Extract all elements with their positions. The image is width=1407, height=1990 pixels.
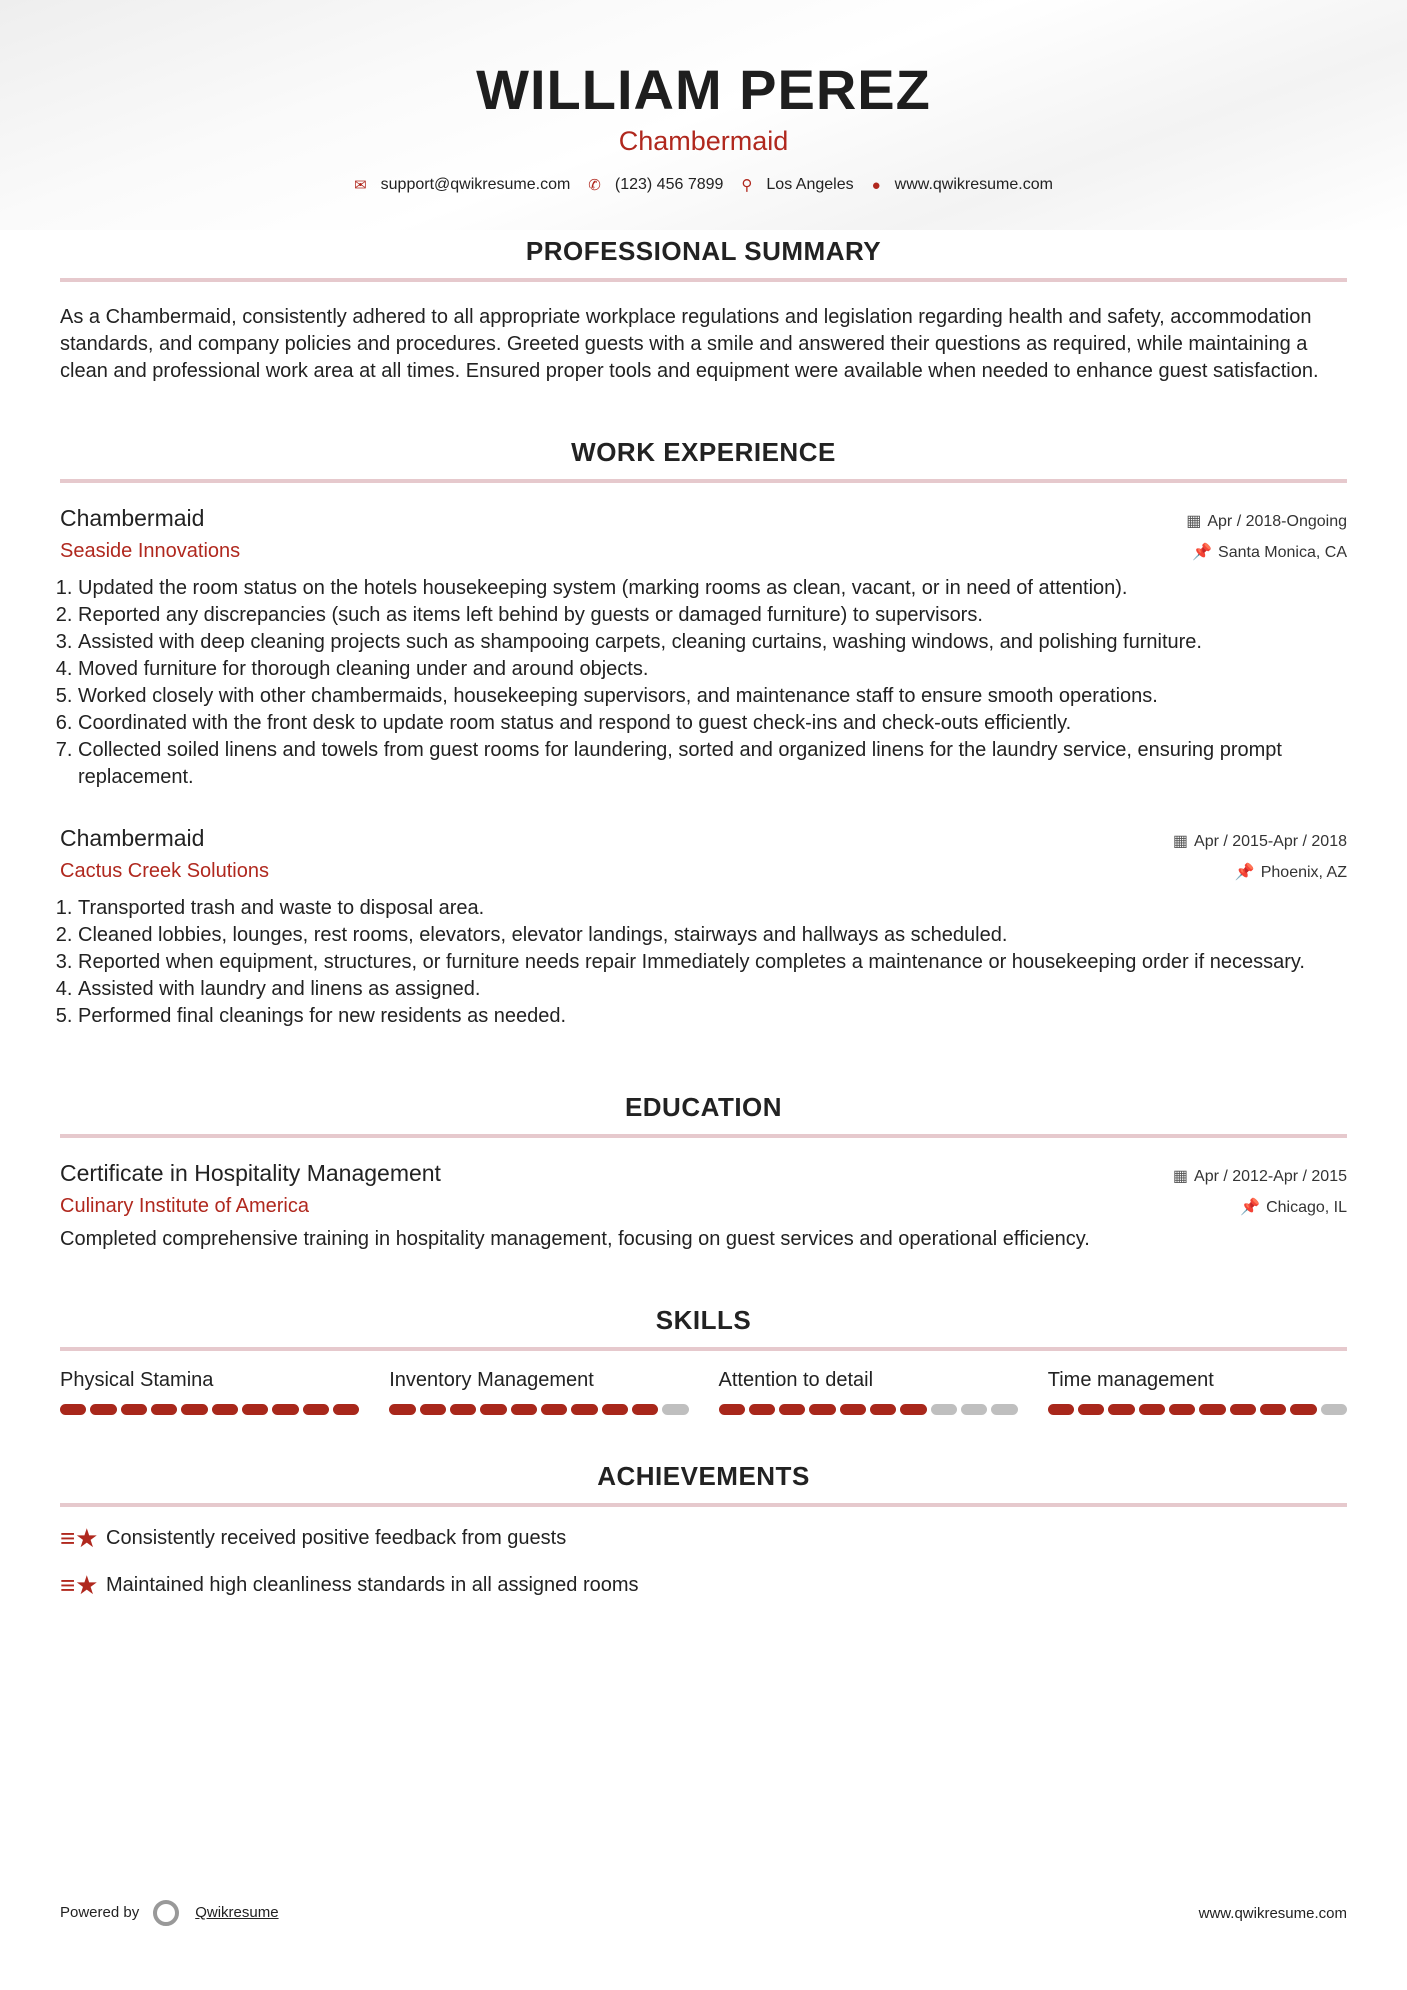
map-pin-icon: ⚲ bbox=[741, 177, 753, 194]
skill-segment bbox=[900, 1404, 926, 1415]
star-icon: ≡★ bbox=[60, 1570, 99, 1600]
skill-segment bbox=[1048, 1404, 1074, 1415]
skill-segment bbox=[420, 1404, 446, 1415]
email[interactable]: support@qwikresume.com bbox=[380, 176, 571, 193]
school: Culinary Institute of America bbox=[60, 1195, 309, 1217]
divider bbox=[60, 1347, 1347, 1351]
bullet: 5. Performed final cleanings for new residents as needed. bbox=[78, 1003, 1347, 1030]
skill-segment bbox=[1108, 1404, 1134, 1415]
skill-label: Physical Stamina bbox=[60, 1369, 214, 1391]
pin-icon: 📌 bbox=[1240, 1199, 1261, 1216]
section-heading-summary: PROFESSIONAL SUMMARY bbox=[525, 236, 882, 266]
job-entry bbox=[60, 505, 1347, 791]
phone: (123) 456 7899 bbox=[614, 176, 724, 193]
achievement-item bbox=[60, 1570, 1347, 1601]
skill-segment bbox=[870, 1404, 896, 1415]
skill-segment bbox=[511, 1404, 537, 1415]
skill-segment bbox=[1321, 1404, 1347, 1415]
skill-segment bbox=[389, 1404, 415, 1415]
job-dates: Apr / 2018-Ongoing bbox=[1207, 513, 1347, 530]
skill-segment bbox=[242, 1404, 268, 1415]
calendar-icon: ▦ bbox=[1172, 1168, 1189, 1185]
skill-level-bar bbox=[1048, 1404, 1347, 1415]
achievement-item bbox=[60, 1523, 1347, 1554]
divider bbox=[60, 278, 1347, 282]
bullet: 4. Moved furniture for thorough cleaning under and around objects. bbox=[78, 656, 1347, 683]
website[interactable]: www.qwikresume.com bbox=[894, 176, 1053, 193]
bullet: 5. Worked closely with other chambermaids, housekeeping supervisors, and maintenance staff to ensure smooth operations. bbox=[78, 683, 1347, 710]
bullet: 2. Reported any discrepancies (such as items left behind by guests or damaged furniture) to supervisors. bbox=[78, 602, 1347, 629]
skill-segment bbox=[272, 1404, 298, 1415]
skill-segment bbox=[961, 1404, 987, 1415]
achievement-text: Maintained high cleanliness standards in all assigned rooms bbox=[106, 1574, 639, 1596]
skill bbox=[1048, 1369, 1347, 1415]
education-dates: Apr / 2012-Apr / 2015 bbox=[1194, 1168, 1347, 1185]
skill-segment bbox=[1260, 1404, 1286, 1415]
skill-level-bar bbox=[719, 1404, 1018, 1415]
brand-link[interactable]: Qwikresume bbox=[195, 1903, 279, 1921]
achievement-text: Consistently received positive feedback from guests bbox=[106, 1527, 567, 1549]
skill-segment bbox=[602, 1404, 628, 1415]
skill-segment bbox=[1169, 1404, 1195, 1415]
pin-icon: 📌 bbox=[1234, 864, 1255, 881]
job-bullets bbox=[60, 895, 1347, 1030]
skill-level-bar bbox=[389, 1404, 688, 1415]
skill-segment bbox=[809, 1404, 835, 1415]
job-dates: Apr / 2015-Apr / 2018 bbox=[1194, 833, 1347, 850]
skill-label: Time management bbox=[1047, 1369, 1214, 1391]
skill-segment bbox=[931, 1404, 957, 1415]
skill-segment bbox=[121, 1404, 147, 1415]
skill-segment bbox=[632, 1404, 658, 1415]
pin-icon: 📌 bbox=[1192, 544, 1213, 561]
calendar-icon: ▦ bbox=[1172, 833, 1189, 850]
skill-segment bbox=[991, 1404, 1017, 1415]
skill-segment bbox=[1139, 1404, 1165, 1415]
education-entry bbox=[60, 1160, 1347, 1253]
skill-segment bbox=[840, 1404, 866, 1415]
star-icon: ≡★ bbox=[60, 1523, 99, 1553]
skill-label: Attention to detail bbox=[718, 1369, 874, 1391]
bullet: 6. Coordinated with the front desk to update room status and respond to guest check-ins and check-outs efficiently. bbox=[78, 710, 1347, 737]
candidate-title: Chambermaid bbox=[618, 126, 789, 156]
skill-segment bbox=[333, 1404, 359, 1415]
section-heading-skills: SKILLS bbox=[655, 1305, 752, 1335]
skill-label: Inventory Management bbox=[389, 1369, 594, 1391]
bullet: 3. Reported when equipment, structures, or furniture needs repair Immediately completes a maintenance or housekeeping order if necessary. bbox=[78, 949, 1347, 976]
job-location: Phoenix, AZ bbox=[1260, 864, 1347, 881]
skill-segment bbox=[450, 1404, 476, 1415]
bullet: 3. Assisted with deep cleaning projects such as shampooing carpets, cleaning curtains, washing windows, and polishing furniture. bbox=[78, 629, 1347, 656]
job-location: Santa Monica, CA bbox=[1218, 544, 1347, 561]
skill-segment bbox=[1078, 1404, 1104, 1415]
globe-icon: ● bbox=[871, 176, 881, 194]
skill-segment bbox=[1290, 1404, 1316, 1415]
education-text: Completed comprehensive training in hospitality management, focusing on guest services and operational efficiency. bbox=[60, 1228, 1090, 1250]
company: Seaside Innovations bbox=[60, 540, 241, 562]
bullet: 1. Updated the room status on the hotels housekeeping system (marking rooms as clean, vacant, or in need of attention). bbox=[78, 575, 1347, 602]
bullet: 1. Transported trash and waste to disposal area. bbox=[78, 895, 1347, 922]
skill-segment bbox=[749, 1404, 775, 1415]
skill-segment bbox=[571, 1404, 597, 1415]
divider bbox=[60, 1134, 1347, 1138]
bullet: 7. Collected soiled linens and towels from guest rooms for laundering, sorted and organized linens for the laundry service, ensuring prompt replacement. bbox=[78, 737, 1347, 791]
skill-segment bbox=[480, 1404, 506, 1415]
section-heading-education: EDUCATION bbox=[624, 1092, 783, 1122]
skill-segment bbox=[541, 1404, 567, 1415]
footer bbox=[60, 1900, 1347, 1926]
skill-segment bbox=[90, 1404, 116, 1415]
skill-segment bbox=[303, 1404, 329, 1415]
section-heading-achievements: ACHIEVEMENTS bbox=[597, 1461, 810, 1491]
calendar-icon: ▦ bbox=[1186, 513, 1202, 530]
job-bullets bbox=[60, 575, 1347, 791]
contact-row bbox=[60, 176, 1347, 194]
skill-segment bbox=[60, 1404, 86, 1415]
education-location: Chicago, IL bbox=[1266, 1199, 1347, 1216]
summary-text: As a Chambermaid, consistently adhered to all appropriate workplace regulations and legislation regarding health and safety, accommodation standards, and company policies and procedures. Greeted guests with a smile and answered their questions as required, while maintaining a clean and professional work area at all times. Ensured proper tools and equipment were available when needed to enhance guest satisfaction. bbox=[60, 306, 1319, 382]
powered-by: Powered by bbox=[60, 1903, 140, 1921]
skill-segment bbox=[779, 1404, 805, 1415]
phone-icon: ✆ bbox=[588, 177, 601, 194]
skill-segment bbox=[719, 1404, 745, 1415]
skill bbox=[719, 1369, 1018, 1415]
location: Los Angeles bbox=[766, 176, 854, 193]
skill-segment bbox=[181, 1404, 207, 1415]
company: Cactus Creek Solutions bbox=[60, 860, 269, 882]
skill-segment bbox=[1230, 1404, 1256, 1415]
divider bbox=[60, 479, 1347, 483]
candidate-name: WILLIAM PEREZ bbox=[476, 58, 931, 121]
envelope-icon: ✉ bbox=[354, 177, 367, 194]
job-entry bbox=[60, 825, 1347, 1030]
divider bbox=[60, 1503, 1347, 1507]
skill bbox=[389, 1369, 688, 1415]
bullet: 2. Cleaned lobbies, lounges, rest rooms, elevators, elevator landings, stairways and hallways as scheduled. bbox=[78, 922, 1347, 949]
qwikresume-logo-icon bbox=[153, 1900, 179, 1926]
job-title: Chambermaid bbox=[60, 505, 205, 531]
skill-level-bar bbox=[60, 1404, 359, 1415]
skill-segment bbox=[151, 1404, 177, 1415]
section-heading-experience: WORK EXPERIENCE bbox=[571, 437, 836, 467]
skill-segment bbox=[1199, 1404, 1225, 1415]
skill-segment bbox=[662, 1404, 688, 1415]
degree: Certificate in Hospitality Management bbox=[60, 1160, 441, 1186]
bullet: 4. Assisted with laundry and linens as assigned. bbox=[78, 976, 1347, 1003]
skill bbox=[60, 1369, 359, 1415]
skill-segment bbox=[212, 1404, 238, 1415]
footer-url[interactable]: www.qwikresume.com bbox=[1198, 1904, 1347, 1922]
job-title: Chambermaid bbox=[60, 825, 205, 851]
